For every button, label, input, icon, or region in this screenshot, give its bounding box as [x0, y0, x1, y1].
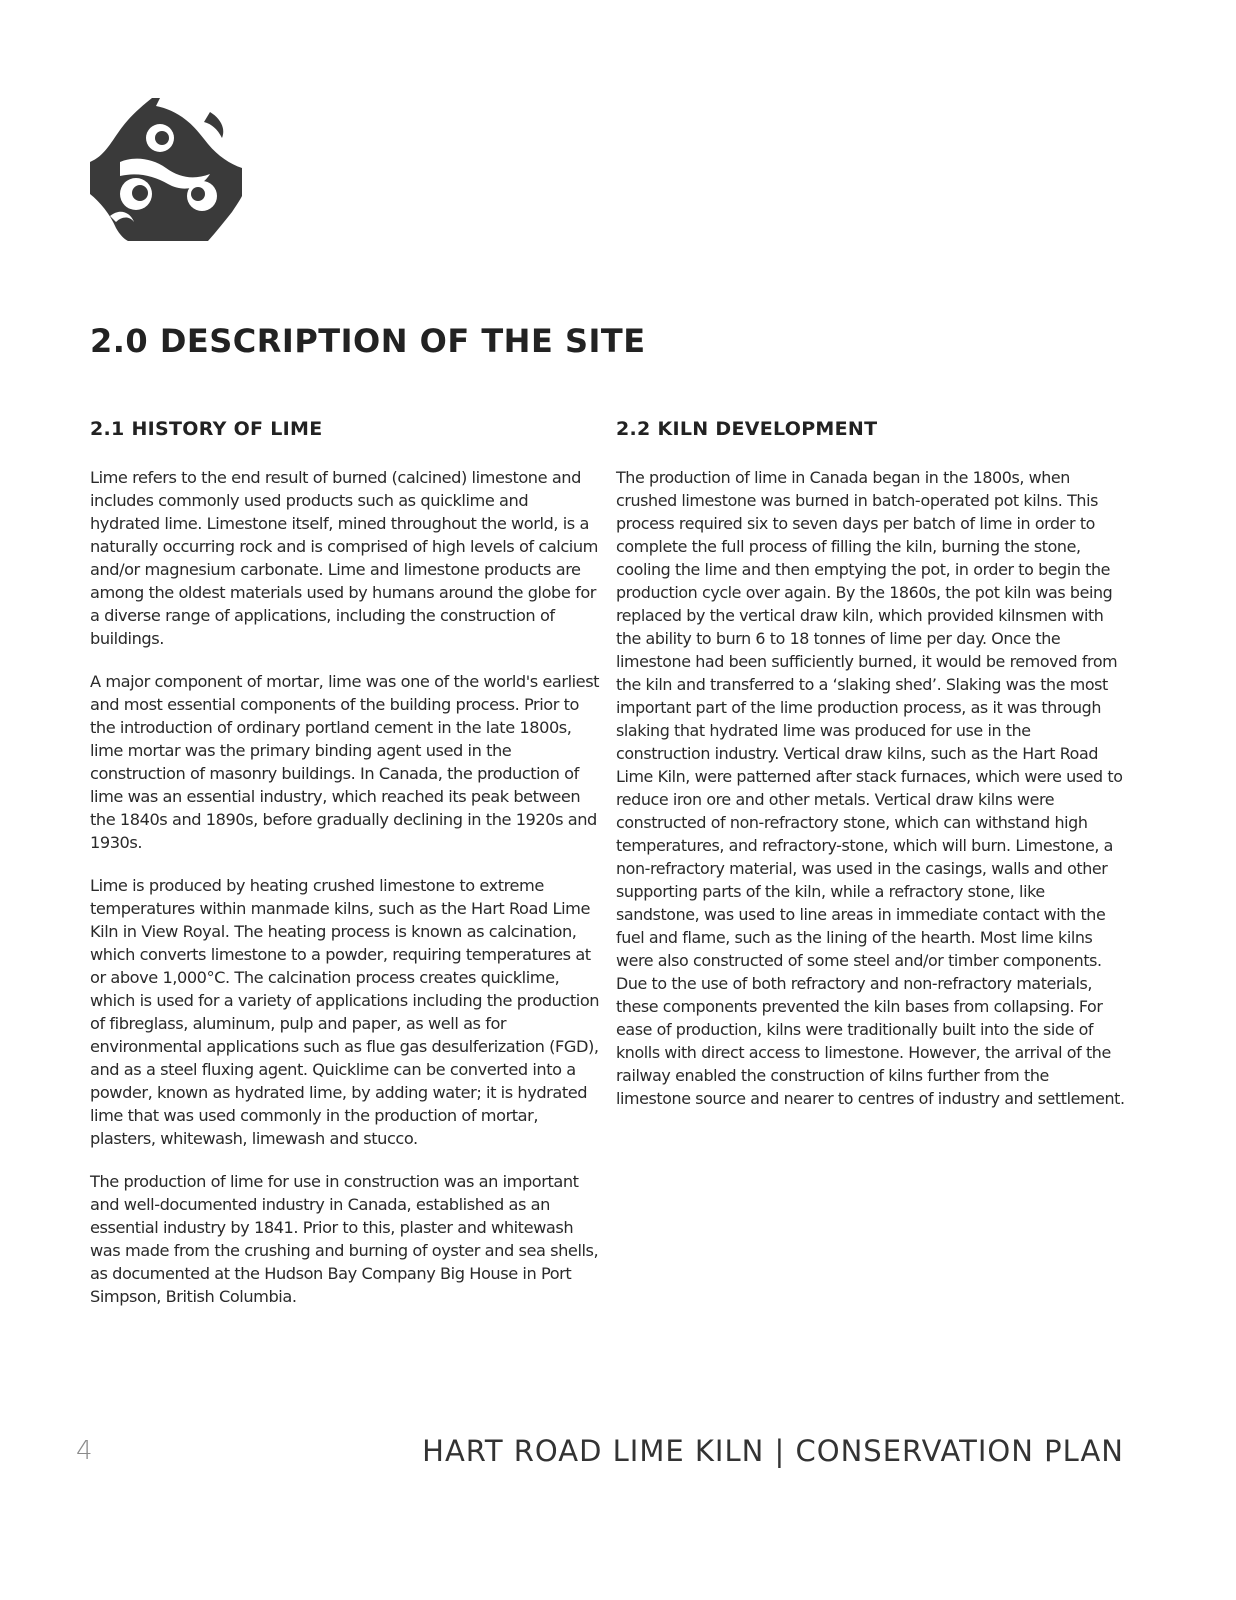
footer-document-title: HART ROAD LIME KILN | CONSERVATION PLAN: [422, 1434, 1124, 1468]
history-of-lime-column: [90, 418, 602, 1328]
body-paragraph: The production of lime in Canada began in the 1800s, when crushed limestone was burned in batch-operated pot kilns. This process required six to seven days per batch of lime in order to complete the full process of filling the kiln, burning the stone, cooling the lime and then emptying the pot, in order to begin the production cycle over again. By the 1860s, the pot kiln was being replaced by the vertical draw kiln, which provided kilnsmen with the ability to burn 6 to 18 tonnes of lime per day. Once the limestone had been sufficiently burned, it would be removed from the kiln and transferred to a ‘slaking shed’. Slaking was the most important part of the lime production process, as it was through slaking that hydrated lime was produced for use in the construction industry. Vertical draw kilns, such as the Hart Road Lime Kiln, were patterned after stack furnaces, which were used to reduce iron ore and other metals. Vertical draw kilns were constructed of non-refractory stone, which can withstand high temperatures, and refractory-stone, which will burn. Limestone, a non-refractory material, was used in the casings, walls and other supporting parts of the kiln, while a refractory stone, like sandstone, was used to line areas in immediate contact with the fuel and flame, such as the lining of the hearth. Most lime kilns were also constructed of some steel and/or timber components. Due to the use of both refractory and non-refractory materials, these components prevented the kiln bases from collapsing. For ease of production, kilns were traditionally built into the side of knolls with direct access to limestone. However, the arrival of the railway enabled the construction of kilns further from the limestone source and nearer to centres of industry and settlement.: [616, 468, 1125, 1108]
body-paragraph: Lime refers to the end result of burned (calcined) limestone and includes commonly used products such as quicklime and hydrated lime. Limestone itself, mined throughout the world, is a naturally occurring rock and is comprised of high levels of calcium and/or magnesium carbonate. Lime and limestone products are among the oldest materials used by humans around the globe for a diverse range of applications, including the construction of buildings.: [90, 468, 598, 648]
body-paragraph: A major component of mortar, lime was one of the world's earliest and most essential components of the building process. Prior to the introduction of ordinary portland cement in the late 1800s, lime mortar was the primary binding agent used in the construction of masonry buildings. In Canada, the production of lime was an essential industry, which reached its peak between the 1840s and 1890s, before gradually declining in the 1920s and 1930s.: [90, 672, 600, 852]
body-paragraph: Lime is produced by heating crushed limestone to extreme temperatures within manmade kilns, such as the Hart Road Lime Kiln in View Royal. The heating process is known as calcination, which converts limestone to a powder, requiring temperatures at or above 1,000°C. The calcination process creates quicklime, which is used for a variety of applications including the production of fibreglass, aluminum, pulp and paper, as well as for environmental applications such as flue gas desulferization (FGD), and as a steel fluxing agent. Quicklime can be converted into a powder, known as hydrated lime, by adding water; it is hydrated lime that was used commonly in the production of mortar, plasters, whitewash, limewash and stucco.: [90, 876, 600, 1148]
body-paragraph: The production of lime for use in construction was an important and well-documented industry in Canada, established as an essential industry by 1841. Prior to this, plaster and whitewash was made from the crushing and burning of oyster and sea shells, as documented at the Hudson Bay Company Big House in Port Simpson, British Columbia.: [90, 1172, 599, 1306]
history-of-lime-heading: 2.1 HISTORY OF LIME: [90, 418, 323, 440]
page-number: 4: [76, 1436, 93, 1466]
section-title: 2.0 DESCRIPTION OF THE SITE: [90, 322, 646, 360]
kiln-development-heading: 2.2 KILN DEVELOPMENT: [616, 418, 878, 440]
kiln-development-column: [616, 418, 1128, 1130]
scroll-ornament-logo-icon: [90, 98, 242, 241]
